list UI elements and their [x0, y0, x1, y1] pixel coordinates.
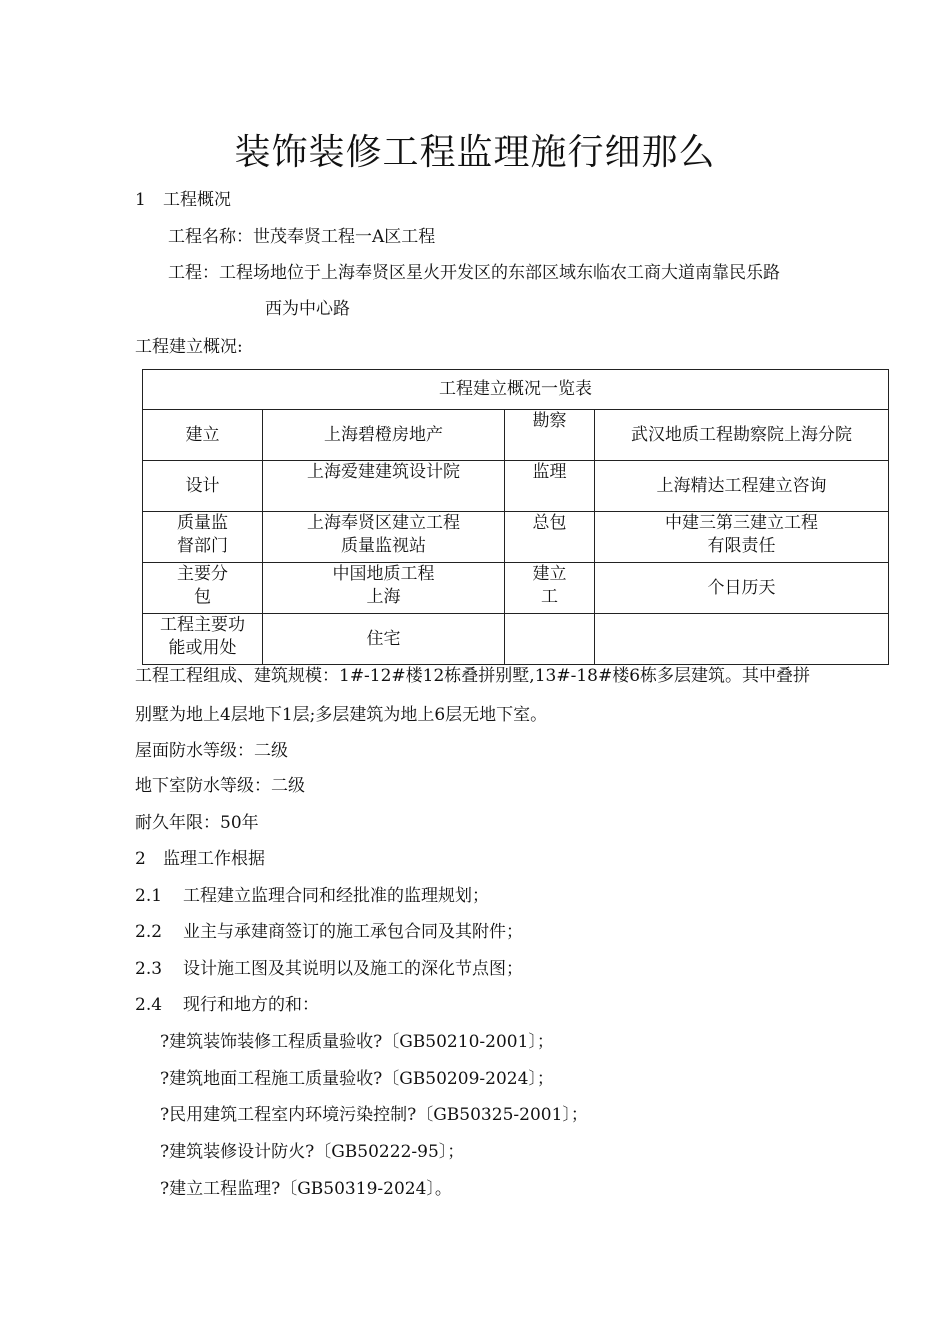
composition-line1: 工程工程组成、建筑规模：1#-12#楼12栋叠拼别墅,13#-18#楼6栋多层建筑。其中叠拼 [135, 666, 811, 686]
standard-item: ?建筑装修设计防火?〔GB50222-95〕； [160, 1142, 465, 1162]
table-row [143, 614, 889, 665]
standard-item: ?建筑装饰装修工程质量验收?〔GB50210-2001〕； [160, 1032, 554, 1052]
table-cell: 总包 [505, 512, 595, 563]
table-row [143, 461, 889, 512]
standard-item: ?民用建筑工程室内环境污染控制?〔GB50325-2001〕； [160, 1105, 588, 1125]
section-2-heading [135, 848, 265, 870]
table-cell: 上海碧橙房地产 [263, 410, 505, 461]
table-caption: 工程建立概况一览表 [143, 370, 889, 410]
document-title: 装饰装修工程监理施行细那么 [234, 132, 716, 173]
project-name: 工程名称：世茂奉贤工程一A区工程 [168, 227, 436, 247]
table-cell: 中国地质工程 上海 [263, 563, 505, 614]
table-row [143, 563, 889, 614]
durability-years: 耐久年限：50年 [135, 813, 259, 833]
table-cell: 个日历天 [595, 563, 889, 614]
section-1-title: 工程概况 [163, 190, 231, 210]
roof-waterproof-grade: 屋面防水等级：二级 [135, 741, 288, 761]
table-cell: 设计 [143, 461, 263, 512]
project-location-line2: 西为中心路 [265, 299, 350, 319]
basis-item: 2.1 工程建立监理合同和经批准的监理规划； [135, 886, 489, 906]
table-cell: 住宅 [263, 614, 505, 665]
table-cell [505, 614, 595, 665]
table-row [143, 410, 889, 461]
table-cell: 武汉地质工程勘察院上海分院 [595, 410, 889, 461]
basis-item: 2.2 业主与承建商签订的施工承包合同及其附件； [135, 922, 523, 942]
table-cell: 上海精达工程建立咨询 [595, 461, 889, 512]
table-cell: 上海奉贤区建立工程 质量监视站 [263, 512, 505, 563]
overview-label: 工程建立概况: [135, 337, 243, 357]
section-1-heading [135, 189, 231, 211]
section-1-number: 1 [135, 190, 146, 210]
project-location-line1: 工程：工程场地位于上海奉贤区星火开发区的东部区域东临农工商大道南靠民乐路 [168, 263, 780, 283]
table-caption-row [143, 370, 889, 410]
table-cell: 勘察 [505, 410, 595, 461]
table-cell [595, 614, 889, 665]
table-cell: 建立 [143, 410, 263, 461]
table-cell: 中建三第三建立工程 有限责任 [595, 512, 889, 563]
standard-item: ?建筑地面工程施工质量验收?〔GB50209-2024〕； [160, 1069, 554, 1089]
table-cell: 质量监 督部门 [143, 512, 263, 563]
table-cell: 监理 [505, 461, 595, 512]
section-2-number: 2 [135, 849, 146, 869]
basis-item: 2.4 现行和地方的和： [135, 995, 319, 1015]
overview-table [142, 369, 889, 665]
table-cell: 主要分 包 [143, 563, 263, 614]
table-row [143, 512, 889, 563]
composition-line2: 别墅为地上4层地下1层;多层建筑为地上6层无地下室。 [135, 705, 548, 725]
table-cell: 上海爱建建筑设计院 [263, 461, 505, 512]
table-cell: 建立 工 [505, 563, 595, 614]
table-cell: 工程主要功 能或用处 [143, 614, 263, 665]
standard-item: ?建立工程监理?〔GB50319-2024〕。 [160, 1179, 452, 1199]
section-2-title: 监理工作根据 [163, 849, 265, 869]
basis-item: 2.3 设计施工图及其说明以及施工的深化节点图； [135, 959, 523, 979]
basement-waterproof-grade: 地下室防水等级：二级 [135, 776, 305, 796]
